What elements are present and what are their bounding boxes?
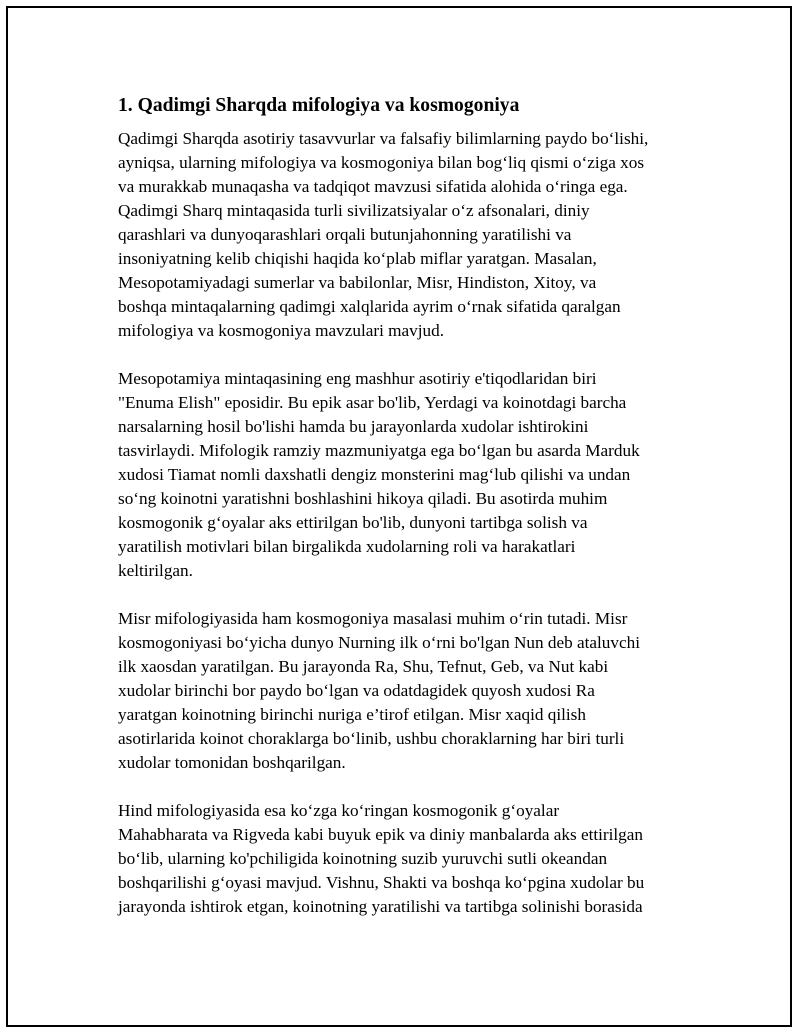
- text-line: kosmogonik g‘oyalar aks ettirilgan bo'lib, dunyoni tartibga solish va: [118, 513, 588, 532]
- text-line: va murakkab munaqasha va tadqiqot mavzusi sifatida alohida o‘ringa ega.: [118, 177, 628, 196]
- section-title: 1. Qadimgi Sharqda mifologiya va kosmogoniya: [118, 95, 520, 116]
- paragraph-3: [118, 607, 693, 775]
- text-line: xudolar birinchi bor paydo bo‘lgan va odatdagidek quyosh xudosi Ra: [118, 681, 595, 700]
- text-line: Mahabharata va Rigveda kabi buyuk epik va diniy manbalarda aks ettirilgan: [118, 825, 643, 844]
- document-body: [118, 93, 693, 943]
- text-line: Misr mifologiyasida ham kosmogoniya masalasi muhim o‘rin tutadi. Misr: [118, 609, 628, 628]
- text-line: Mesopotamiya mintaqasining eng mashhur asotiriy e'tiqodlaridan biri: [118, 369, 597, 388]
- text-line: qarashlari va dunyoqarashlari orqali butunjahonning yaratilishi va: [118, 225, 572, 244]
- text-line: jarayonda ishtirok etgan, koinotning yaratilishi va tartibga solinishi borasida: [118, 897, 643, 916]
- text-line: insoniyatning kelib chiqishi haqida ko‘plab miflar yaratgan. Masalan,: [118, 249, 597, 268]
- paragraph-4: [118, 799, 693, 919]
- text-line: yaratilish motivlari bilan birgalikda xudolarning roli va harakatlari: [118, 537, 576, 556]
- text-line: keltirilgan.: [118, 561, 193, 580]
- text-line: Qadimgi Sharq mintaqasida turli sivilizatsiyalar o‘z afsonalari, diniy: [118, 201, 590, 220]
- text-line: Hind mifologiyasida esa ko‘zga ko‘ringan kosmogonik g‘oyalar: [118, 801, 560, 820]
- text-line: xudolar tomonidan boshqarilgan.: [118, 753, 346, 772]
- text-line: boshqa mintaqalarning qadimgi xalqlarida ayrim o‘rnak sifatida qaralgan: [118, 297, 621, 316]
- text-line: tasvirlaydi. Mifologik ramziy mazmuniyatga ega bo‘lgan bu asarda Marduk: [118, 441, 640, 460]
- text-line: Mesopotamiyadagi sumerlar va babilonlar, Misr, Hindiston, Xitoy, va: [118, 273, 597, 292]
- text-line: mifologiya va kosmogoniya mavzulari mavjud.: [118, 321, 445, 340]
- text-line: boshqarilishi g‘oyasi mavjud. Vishnu, Shakti va boshqa ko‘pgina xudolar bu: [118, 873, 645, 892]
- text-line: kosmogoniyasi bo‘yicha dunyo Nurning ilk o‘rni bo'lgan Nun deb ataluvchi: [118, 633, 640, 652]
- text-line: ayniqsa, ularning mifologiya va kosmogoniya bilan bog‘liq qismi o‘ziga xos: [118, 153, 645, 172]
- text-line: xudosi Tiamat nomli daxshatli dengiz monsterini mag‘lub qilishi va undan: [118, 465, 631, 484]
- text-line: Qadimgi Sharqda asotiriy tasavvurlar va falsafiy bilimlarning paydo bo‘lishi,: [118, 129, 649, 148]
- text-line: yaratgan koinotning birinchi nuriga e’tirof etilgan. Misr xaqid qilish: [118, 705, 586, 724]
- text-line: ilk xaosdan yaratilgan. Bu jarayonda Ra, Shu, Tefnut, Geb, va Nut kabi: [118, 657, 609, 676]
- text-line: bo‘lib, ularning ko'pchiligida koinotning suzib yuruvchi sutli okeandan: [118, 849, 608, 868]
- text-line: "Enuma Elish" eposidir. Bu epik asar bo'lib, Yerdagi va koinotdagi barcha: [118, 393, 627, 412]
- paragraph-1: [118, 127, 693, 343]
- text-line: narsalarning hosil bo'lishi hamda bu jarayonlarda xudolar ishtirokini: [118, 417, 589, 436]
- paragraphs: [118, 127, 693, 919]
- text-line: asotirlarida koinot choraklarga bo‘linib, ushbu choraklarning har biri turli: [118, 729, 625, 748]
- text-line: so‘ng koinotni yaratishni boshlashini hikoya qiladi. Bu asotirda muhim: [118, 489, 608, 508]
- paragraph-2: [118, 367, 693, 583]
